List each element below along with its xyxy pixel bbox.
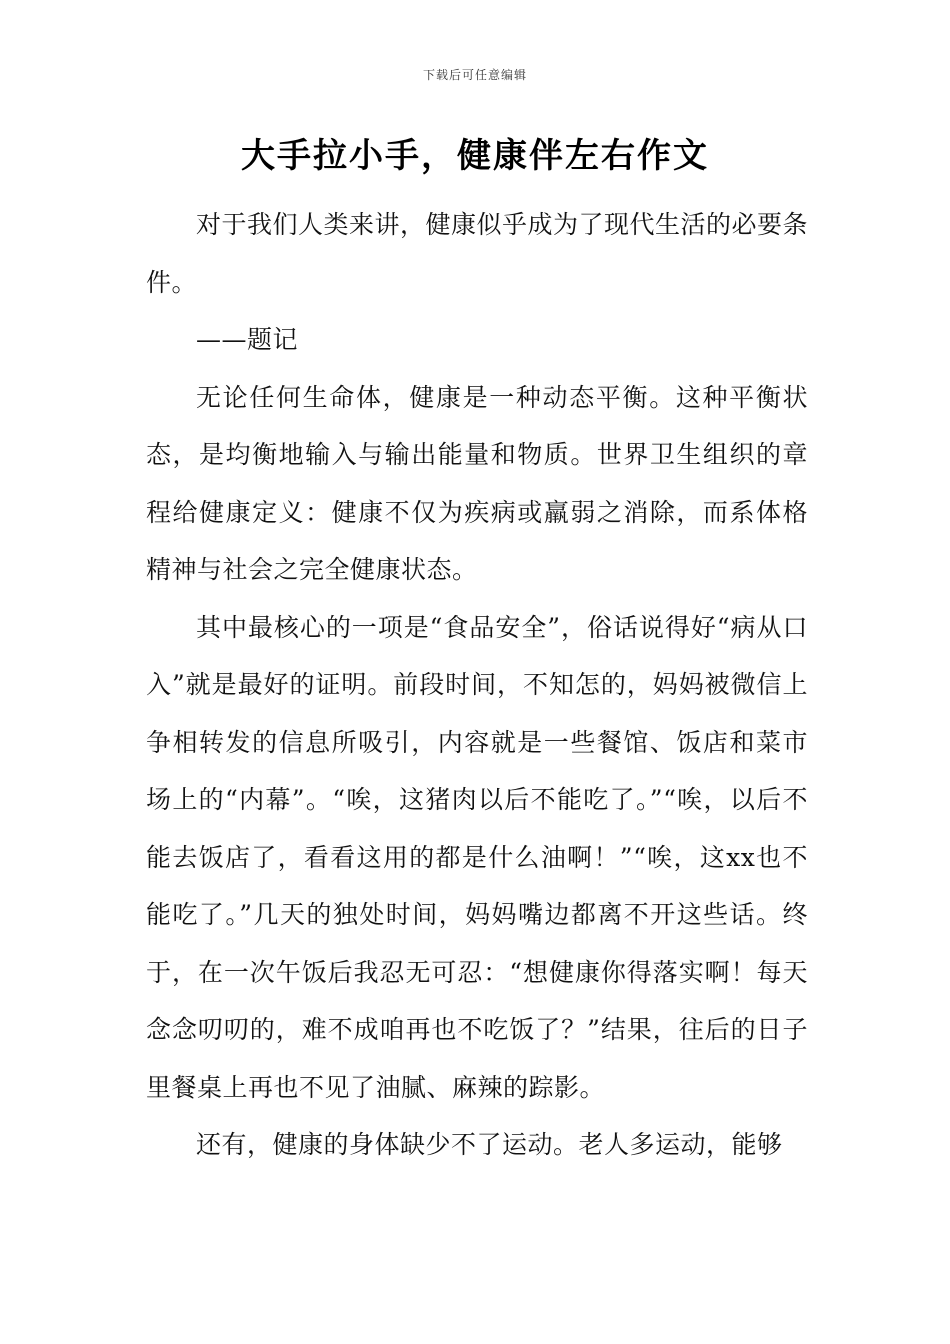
paragraph-exercise: 还有，健康的身体缺少不了运动。老人多运动，能够	[196, 1130, 783, 1159]
header-note: 下载后可任意编辑	[422, 68, 527, 82]
paragraph-epigraph-note: ——题记	[196, 325, 299, 354]
paragraph-health-definition: 无论任何生命体，健康是一种动态平衡。这种平衡状态，是均衡地输入与输出能量和物质。世界卫生组织的章程给健康定义：健康不仅为疾病或羸弱之消除，而系体格精神与社会之完全健康状态。	[146, 382, 808, 584]
document-title: 大手拉小手，健康伴左右作文	[241, 136, 709, 176]
paragraph-food-safety: 其中最核心的一项是“食品安全”，俗话说得好“病从口入”就是最好的证明。前段时间，不知怎的，妈妈被微信上争相转发的信息所吸引，内容就是一些餐馆、饭店和菜市场上的“内幕”。“唉，这猪肉以后不能吃了。”“唉，以后不能去饭店了，看看这用的都是什么油啊！”“唉，这xx也不能吃了。”几天的独处时间，妈妈嘴边都离不开这些话。终于，在一次午饭后我忍无可忍：“想健康你得落实啊！每天念念叨叨的，难不成咱再也不吃饭了？”结果，往后的日子里餐桌上再也不见了油腻、麻辣的踪影。	[146, 612, 808, 1102]
paragraph-intro: 对于我们人类来讲，健康似乎成为了现代生活的必要条件。	[146, 210, 809, 297]
document-body	[146, 196, 808, 1174]
